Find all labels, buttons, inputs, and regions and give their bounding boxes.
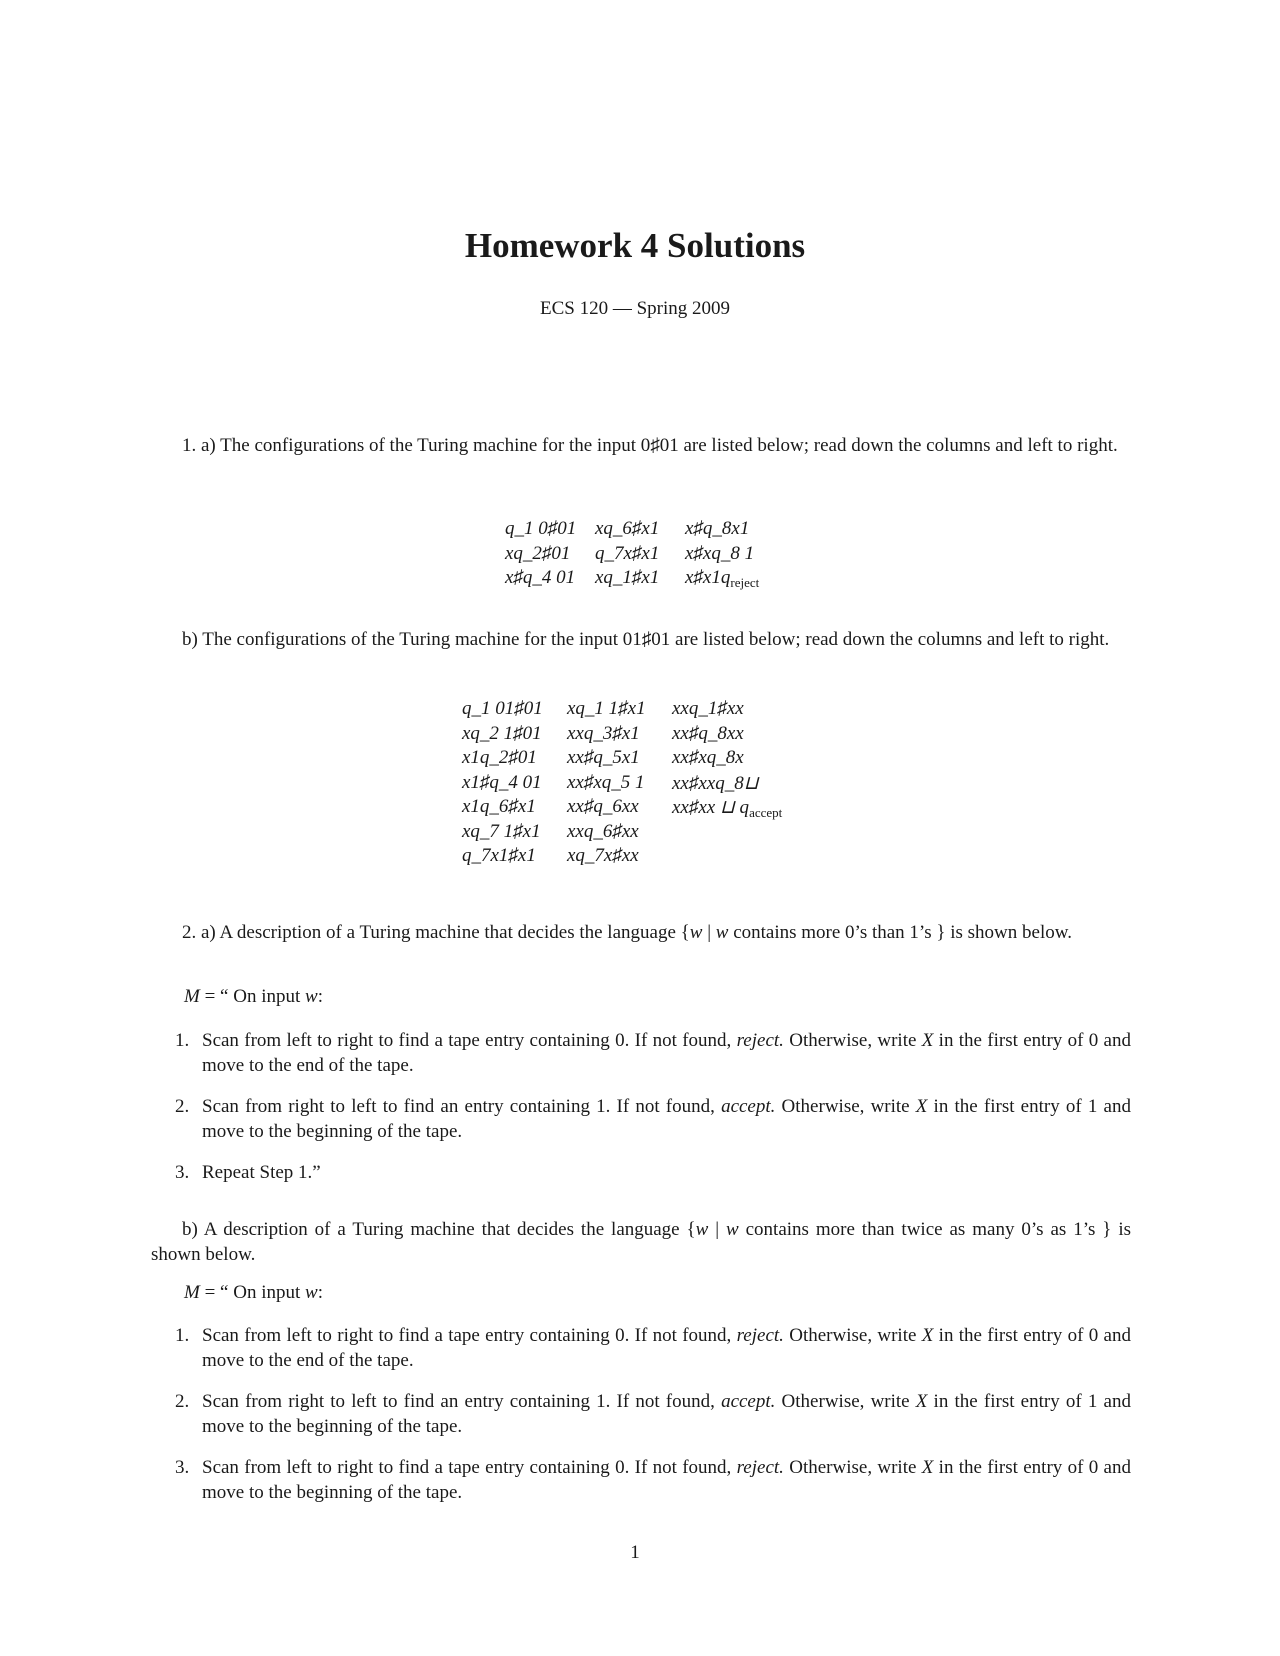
configuration: x1q_2♯01 (462, 747, 537, 768)
configuration: xxq_6♯xx (567, 820, 639, 842)
step-text (202, 1455, 1131, 1505)
machine-definition-a (184, 986, 323, 1008)
document-title: Homework 4 Solutions (464, 226, 806, 265)
text-segment: in the first entry of 0 and move to the end of the tape. (202, 1325, 1131, 1371)
math-variable: reject. (736, 1457, 784, 1478)
text-segment: | (708, 1219, 726, 1240)
step-number: 2. (175, 1096, 190, 1117)
problem-2b-text (151, 1217, 1131, 1267)
math-variable: X (921, 1030, 934, 1051)
problem-2a-text (151, 920, 1131, 945)
configs-table-a (0, 518, 1280, 718)
text-segment: Scan from left to right to find a tape entry containing 0. If not found, (202, 1457, 737, 1478)
math-variable: reject. (736, 1030, 784, 1051)
configuration: xxq_3♯x1 (567, 722, 640, 744)
step-text (202, 1323, 1131, 1373)
configuration: x♯q_8x1 (685, 518, 750, 539)
text-segment: Otherwise, write (783, 1457, 922, 1478)
math-variable: w (689, 922, 703, 943)
text-segment: Otherwise, write (783, 1030, 922, 1051)
configuration: xq_6♯x1 (595, 518, 660, 539)
step-item (175, 1028, 1131, 1078)
math-variable: w (726, 1219, 739, 1240)
step-number: 1. (175, 1325, 190, 1346)
text-segment: b) The configurations of the Turing machine for the input 01♯01 are listed below; read down the columns and left to right. (182, 629, 1110, 650)
text-segment: Otherwise, write (775, 1096, 916, 1117)
configuration: $x♯x1q_{reject}$ (685, 567, 760, 590)
step-number: 3. (175, 1162, 190, 1183)
math-variable: accept. (721, 1096, 776, 1117)
configs-table-b (0, 698, 1280, 898)
text-segment: contains more 0’s than 1’s } is shown below. (728, 922, 1072, 943)
text-segment: in the first entry of 0 and move to the end of the tape. (202, 1030, 1131, 1076)
configuration: xx♯xq_8x (672, 747, 744, 768)
math-variable: M (184, 986, 200, 1007)
text-segment: Scan from right to left to find an entry containing 1. If not found, (202, 1391, 722, 1412)
math-variable: X (915, 1096, 928, 1117)
document-subtitle: ECS 120 — Spring 2009 (539, 298, 731, 319)
step-number: 3. (175, 1457, 190, 1478)
step-item (175, 1160, 1131, 1185)
step-text (202, 1094, 1131, 1144)
problem-1a-text (151, 433, 1131, 458)
configuration: xq_1♯x1 (595, 567, 660, 588)
text-segment: Repeat Step 1.” (202, 1162, 321, 1183)
text-segment: Scan from right to left to find an entry containing 1. If not found, (202, 1096, 722, 1117)
configuration: x1q_6♯x1 (462, 796, 536, 817)
configuration: xxq_1♯xx (672, 698, 744, 719)
configuration: xq_7 1♯x1 (462, 820, 541, 842)
problem-1b-text (151, 627, 1131, 652)
text-segment: contains more than twice as many 0’s as 1’s } is shown below. (151, 1219, 1131, 1265)
text-segment: = “ On input (199, 986, 306, 1007)
text-segment: Scan from left to right to find a tape entry containing 0. If not found, (202, 1030, 737, 1051)
math-variable: reject. (736, 1325, 784, 1346)
text-segment: : (317, 986, 323, 1007)
math-variable: M (184, 1282, 200, 1303)
configuration: xq_2 1♯01 (462, 722, 542, 744)
configuration: xq_7x♯xx (567, 845, 639, 866)
configuration: xx♯xx ⊔ $q_{accept}$ (672, 797, 783, 820)
step-text (202, 1389, 1131, 1439)
step-number: 1. (175, 1030, 190, 1051)
step-item (175, 1455, 1131, 1505)
math-variable: X (921, 1325, 934, 1346)
math-variable: w (305, 1282, 318, 1303)
machine-definition-b (184, 1282, 323, 1304)
step-number: 2. (175, 1391, 190, 1412)
text-segment: : (317, 1282, 323, 1303)
math-variable: w (715, 922, 729, 943)
text-segment: b) A description of a Turing machine that decides the language { (182, 1219, 696, 1240)
configuration: x♯q_4 01 (505, 567, 576, 588)
math-variable: X (915, 1391, 928, 1412)
configuration: xx♯q_6xx (567, 796, 639, 817)
page-number: 1 (630, 1542, 640, 1563)
step-item (175, 1094, 1131, 1144)
step-item (175, 1389, 1131, 1439)
text-segment: = “ On input (199, 1282, 306, 1303)
configuration: xx♯q_5x1 (567, 747, 640, 768)
text-segment: Otherwise, write (775, 1391, 916, 1412)
text-segment: | (702, 922, 716, 943)
text-segment: 2. a) A description of a Turing machine that decides the language { (182, 922, 690, 943)
step-text (202, 1028, 1131, 1078)
text-segment: in the first entry of 1 and move to the beginning of the tape. (202, 1096, 1131, 1142)
configuration: x♯xq_8 1 (685, 542, 755, 564)
text-segment: Scan from left to right to find a tape entry containing 0. If not found, (202, 1325, 737, 1346)
step-text (202, 1160, 1131, 1185)
configuration: xx♯q_8xx (672, 722, 744, 744)
text-segment: 1. a) The configurations of the Turing machine for the input 0♯01 are listed below; read down the columns and left to right. (182, 435, 1118, 456)
configuration: x1♯q_4 01 (462, 771, 542, 793)
configuration: xq_2♯01 (505, 542, 571, 564)
configuration: q_1 0♯01 (505, 518, 577, 539)
text-segment: Otherwise, write (783, 1325, 922, 1346)
configuration: q_7x♯x1 (595, 542, 660, 564)
math-variable: accept. (721, 1391, 776, 1412)
configuration: xq_1 1♯x1 (567, 698, 646, 719)
configuration: q_1 01♯01 (462, 698, 543, 719)
configuration: xx♯xxq_8⊔ (672, 772, 759, 794)
math-variable: w (695, 1219, 709, 1240)
text-segment: in the first entry of 0 and move to the beginning of the tape. (202, 1457, 1131, 1503)
math-variable: w (305, 986, 318, 1007)
text-segment: in the first entry of 1 and move to the beginning of the tape. (202, 1391, 1131, 1437)
step-item (175, 1323, 1131, 1373)
math-variable: X (921, 1457, 934, 1478)
configuration: q_7x1♯x1 (462, 845, 536, 866)
configuration: xx♯xq_5 1 (567, 771, 645, 793)
